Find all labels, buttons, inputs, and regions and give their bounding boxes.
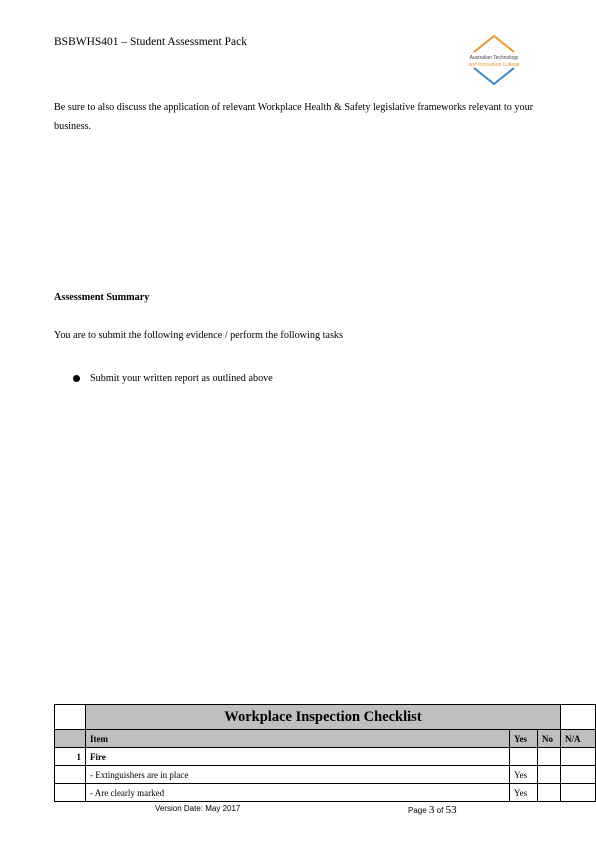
bullet-icon xyxy=(73,375,80,382)
table-row xyxy=(55,784,596,802)
row-no xyxy=(538,748,561,766)
footer-page-number: Page 3 of 53 xyxy=(408,804,457,816)
row-number xyxy=(55,784,86,802)
column-header-yes: Yes xyxy=(510,730,538,748)
row-item: Fire xyxy=(85,748,509,766)
assessment-summary-heading: Assessment Summary xyxy=(54,292,150,303)
row-na xyxy=(561,766,596,784)
row-yes: Yes xyxy=(510,766,538,784)
column-header-no: No xyxy=(538,730,561,748)
report-instruction-paragraph: Be sure to also discuss the application of relevant Workplace Health & Safety legislative frameworks relevant to your business. xyxy=(54,102,534,132)
row-item: - Extinguishers are in place xyxy=(85,766,509,784)
workplace-inspection-checklist-table xyxy=(54,704,596,802)
row-number: 1 xyxy=(55,748,86,766)
row-na xyxy=(561,784,596,802)
bullet-text: Submit your written report as outlined above xyxy=(90,373,273,384)
college-logo xyxy=(452,32,536,88)
checklist-title: Workplace Inspection Checklist xyxy=(85,705,560,730)
row-no xyxy=(538,784,561,802)
row-number xyxy=(55,766,86,784)
table-title-row xyxy=(55,705,596,730)
row-yes: Yes xyxy=(510,784,538,802)
column-header-na: N/A xyxy=(561,730,596,748)
footer-version-date: Version Date: May 2017 xyxy=(155,804,241,813)
row-item: - Are clearly marked xyxy=(85,784,509,802)
row-yes xyxy=(510,748,538,766)
table-header-row xyxy=(55,730,596,748)
table-row xyxy=(55,748,596,766)
table-row xyxy=(55,766,596,784)
assessment-summary-intro: You are to submit the following evidence / perform the following tasks xyxy=(54,330,343,341)
svg-text:and Innovation College: and Innovation College xyxy=(468,62,520,68)
row-no xyxy=(538,766,561,784)
svg-text:Australian Technology: Australian Technology xyxy=(469,55,519,61)
bullet-item xyxy=(73,373,273,384)
document-header-title: BSBWHS401 – Student Assessment Pack xyxy=(54,36,247,48)
column-header-item: Item xyxy=(85,730,509,748)
row-na xyxy=(561,748,596,766)
